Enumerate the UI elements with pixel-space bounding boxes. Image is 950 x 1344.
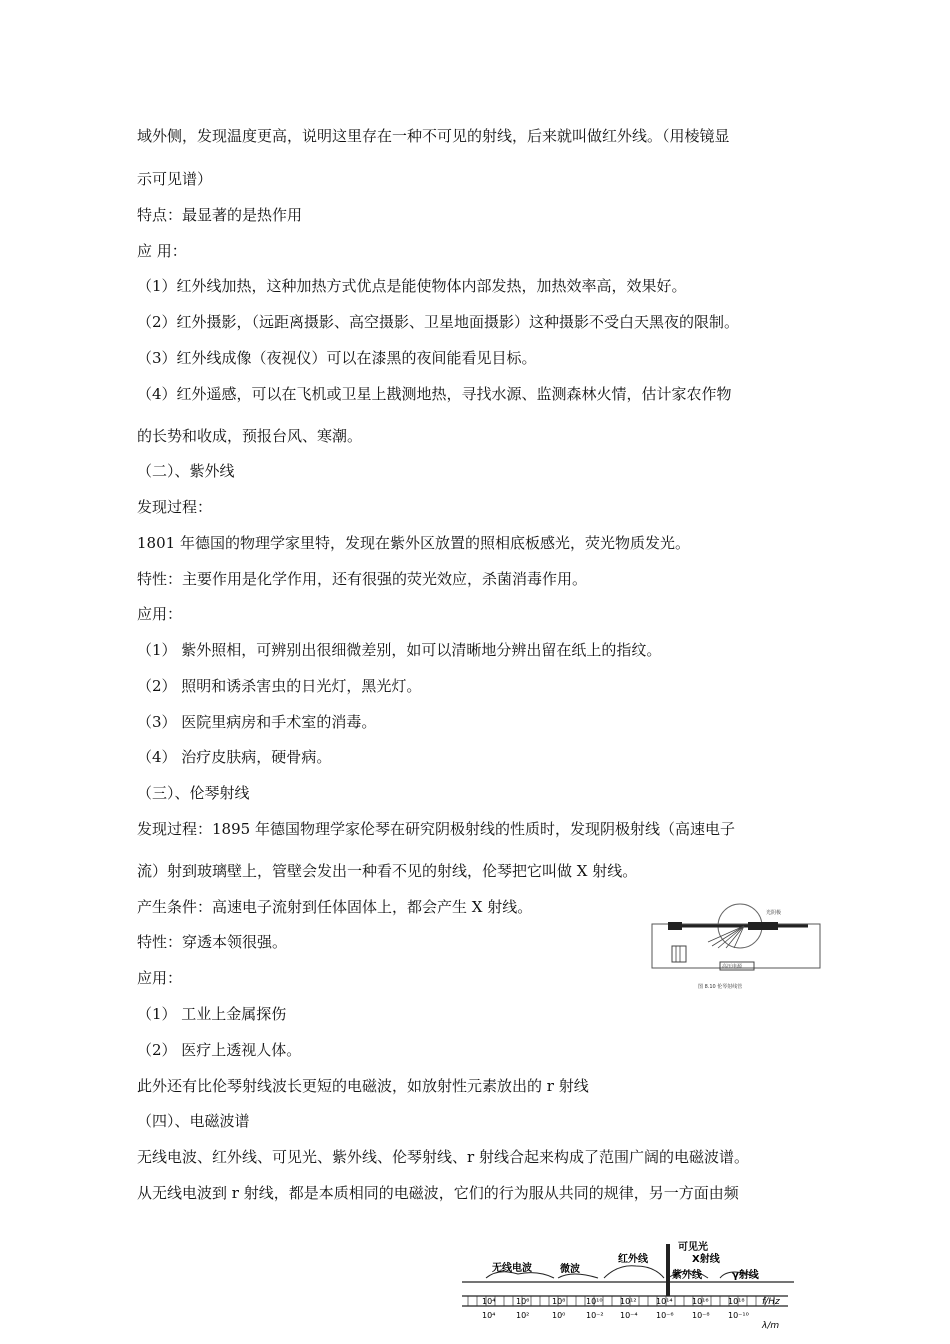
wave-tick: 10⁻⁸	[692, 1311, 710, 1320]
wave-tick: 10⁻²	[586, 1311, 604, 1320]
wave-tick: 10⁰	[552, 1311, 566, 1320]
freq-tick: 10¹⁶	[692, 1297, 709, 1306]
text-line: 产生条件：高速电子流射到任体固体上，都会产生 X 射线。	[137, 898, 533, 916]
band-label-infrared: 红外线	[618, 1254, 648, 1265]
coil	[672, 946, 686, 962]
freq-unit: f/Hz	[762, 1297, 780, 1307]
text-line: 应用：	[137, 969, 183, 987]
cathode	[668, 922, 682, 930]
section-heading: （四）、电磁波谱	[137, 1112, 250, 1130]
top-label: 光阴极	[766, 910, 782, 916]
band-label-ultraviolet: 紫外线	[672, 1270, 702, 1281]
center-label: 高压电源	[722, 964, 743, 970]
em-spectrum-figure	[458, 1238, 798, 1338]
freq-tick: 10⁴	[482, 1297, 496, 1306]
freq-tick: 10¹²	[620, 1297, 637, 1306]
band-label-xray: X射线	[692, 1254, 720, 1265]
text-line: （4）红外遥感，可以在飞机或卫星上戡测地热，寻找水源、监测森林火情，估计家农作物	[137, 385, 732, 403]
text-line: 特性：穿透本领很强。	[137, 933, 288, 951]
wave-tick: 10⁴	[482, 1311, 496, 1320]
text-line: 发现过程：1895 年德国物理学家伦琴在研究阴极射线的性质时，发现阴极射线（高速电子	[137, 820, 735, 838]
text-line: 此外还有比伦琴射线波长更短的电磁波，如放射性元素放出的 r 射线	[137, 1077, 589, 1095]
band-label-visible: 可见光	[678, 1242, 708, 1253]
text-line: 发现过程：	[137, 498, 213, 516]
band-label-gamma: γ射线	[732, 1270, 759, 1281]
xray-tube-figure	[648, 902, 826, 998]
text-line: （3）红外线成像（夜视仪）可以在漆黑的夜间能看见目标。	[137, 349, 537, 367]
text-line: 示可见谱）	[137, 170, 213, 188]
band-label-microwave: 微波	[560, 1264, 580, 1275]
text-line: （4） 治疗皮肤病，硬骨病。	[137, 748, 332, 766]
wave-tick: 10⁻⁴	[620, 1311, 638, 1320]
text-line: 的长势和收成，预报台风、寒潮。	[137, 427, 363, 445]
text-line: （1） 紫外照相，可辨别出很细微差别，如可以清晰地分辨出留在纸上的指纹。	[137, 641, 662, 659]
text-line: （3） 医院里病房和手术室的消毒。	[137, 713, 377, 731]
text-line: 域外侧，发现温度更高，说明这里存在一种不可见的射线，后来就叫做红外线。（用棱镜显	[137, 127, 730, 145]
freq-tick: 10¹⁰	[586, 1297, 603, 1306]
text-line: 无线电波、红外线、可见光、紫外线、伦琴射线、r 射线合起来构成了范围广阔的电磁波谱。	[137, 1148, 749, 1166]
wave-tick: 10⁻¹⁰	[728, 1311, 749, 1320]
wave-unit: λ/m	[762, 1321, 780, 1331]
text-line: （2） 照明和诱杀害虫的日光灯，黑光灯。	[137, 677, 422, 695]
text-line: （2） 医疗上透视人体。	[137, 1041, 302, 1059]
text-line: 应 用：	[137, 242, 187, 260]
text-line: 特性：主要作用是化学作用，还有很强的荧光效应，杀菌消毒作用。	[137, 570, 588, 588]
visible-light-marker	[666, 1244, 670, 1296]
text-line: （1） 工业上金属探伤	[137, 1005, 287, 1023]
text-line: 特点：最显著的是热作用	[137, 206, 303, 224]
wave-tick: 10⁻⁶	[656, 1311, 674, 1320]
text-line: 流）射到玻璃壁上，管壁会发出一种看不见的射线，伦琴把它叫做 X 射线。	[137, 862, 638, 880]
section-heading: （二）、紫外线	[137, 462, 235, 480]
text-line: 从无线电波到 r 射线，都是本质相同的电磁波，它们的行为服从共同的规律，另一方面由频	[137, 1184, 739, 1202]
text-line: 应用：	[137, 605, 183, 623]
freq-tick: 10⁸	[552, 1297, 566, 1306]
text-line: 1801 年德国的物理学家里特，发现在紫外区放置的照相底板感光，荧光物质发光。	[137, 534, 690, 552]
text-line: （1）红外线加热，这种加热方式优点是能使物体内部发热，加热效率高，效果好。	[137, 277, 687, 295]
anode	[748, 922, 778, 930]
freq-tick: 10⁶	[516, 1297, 530, 1306]
wave-tick: 10²	[516, 1311, 530, 1320]
band-label-radio: 无线电波	[492, 1263, 532, 1274]
freq-tick: 10¹⁸	[728, 1297, 745, 1306]
freq-tick: 10¹⁴	[656, 1297, 673, 1306]
figure-caption: 图 8.10 伦琴射线管	[698, 984, 743, 990]
text-line: （2）红外摄影，（远距离摄影、高空摄影、卫星地面摄影）这种摄影不受白天黑夜的限制。	[137, 313, 740, 331]
section-heading: （三）、伦琴射线	[137, 784, 250, 802]
